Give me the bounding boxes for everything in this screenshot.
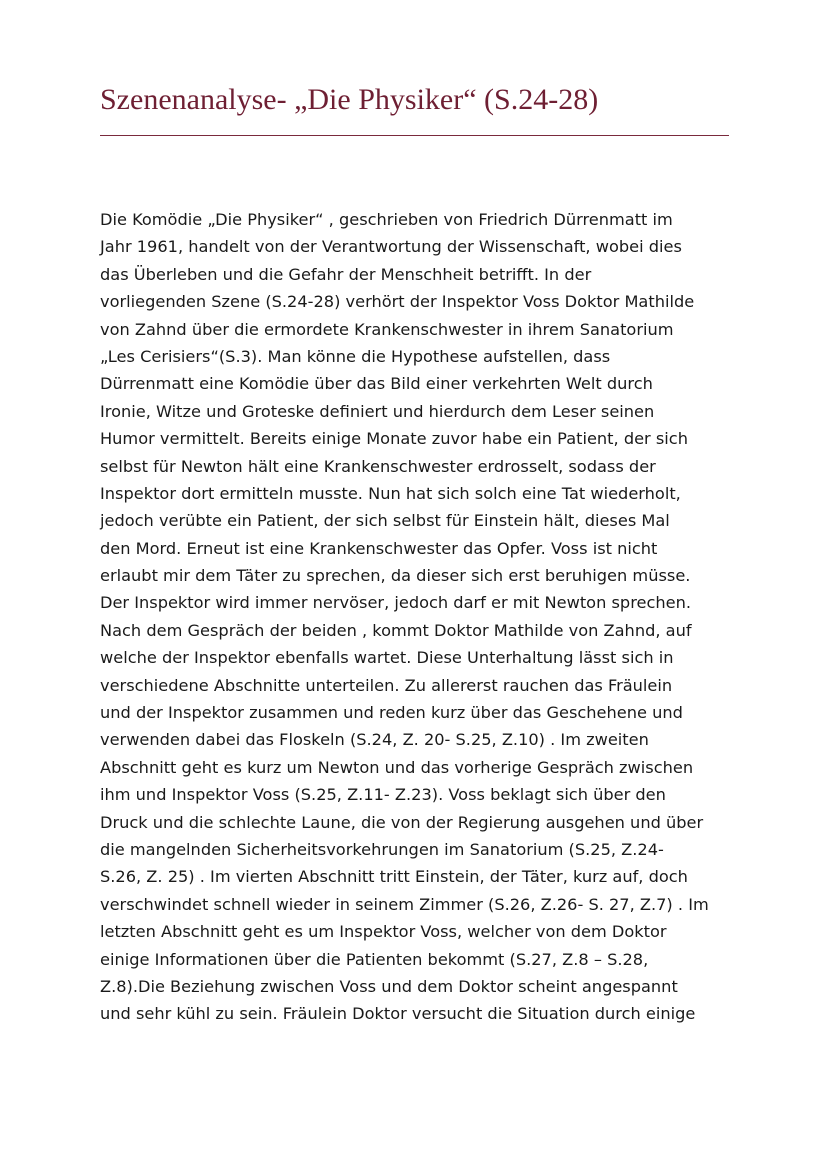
text-line: Der Inspektor wird immer nervöser, jedoch darf er mit Newton sprechen. <box>100 593 691 613</box>
body-paragraph <box>100 206 730 1028</box>
text-line: Die Komödie „Die Physiker“ , geschrieben von Friedrich Dürrenmatt im <box>100 210 673 229</box>
text-line: Druck und die schlechte Laune, die von der Regierung ausgehen und über <box>100 812 704 832</box>
text-line: erlaubt mir dem Täter zu sprechen, da dieser sich erst beruhigen müsse. <box>100 566 691 586</box>
text-line: von Zahnd über die ermordete Krankenschwester in ihrem Sanatorium <box>100 319 674 339</box>
text-line: S.26, Z. 25) . Im vierten Abschnitt tritt Einstein, der Täter, kurz auf, doch <box>100 867 688 887</box>
text-line: Nach dem Gespräch der beiden , kommt Doktor Mathilde von Zahnd, auf <box>100 620 692 640</box>
text-line: selbst für Newton hält eine Krankenschwester erdrosselt, sodass der <box>100 456 656 476</box>
page-title: Szenenanalyse- „Die Physiker“ (S.24-28) <box>100 83 599 116</box>
text-line: den Mord. Erneut ist eine Krankenschwester das Opfer. Voss ist nicht <box>100 538 658 558</box>
text-line: Humor vermittelt. Bereits einige Monate zuvor habe ein Patient, der sich <box>100 429 688 449</box>
text-line: und sehr kühl zu sein. Fräulein Doktor versucht die Situation durch einige <box>100 1004 696 1024</box>
text-line: Dürrenmatt eine Komödie über das Bild einer verkehrten Welt durch <box>100 374 653 394</box>
text-line: Jahr 1961, handelt von der Verantwortung der Wissenschaft, wobei dies <box>100 237 682 257</box>
text-line: Ironie, Witze und Groteske definiert und hierdurch dem Leser seinen <box>100 401 655 421</box>
text-line: und der Inspektor zusammen und reden kurz über das Geschehene und <box>100 703 683 723</box>
text-line: einige Informationen über die Patienten bekommt (S.27, Z.8 – S.28, <box>100 949 649 969</box>
text-line: verschwindet schnell wieder in seinem Zimmer (S.26, Z.26- S. 27, Z.7) . Im <box>100 894 709 914</box>
text-line: Inspektor dort ermitteln musste. Nun hat sich solch eine Tat wiederholt, <box>100 483 681 503</box>
text-line: Z.8).Die Beziehung zwischen Voss und dem Doktor scheint angespannt <box>100 976 678 996</box>
text-line: das Überleben und die Gefahr der Menschheit betrifft. In der <box>100 264 592 284</box>
text-line: vorliegenden Szene (S.24-28) verhört der Inspektor Voss Doktor Mathilde <box>100 292 695 312</box>
text-line: „Les Cerisiers“(S.3). Man könne die Hypothese aufstellen, dass <box>100 346 611 366</box>
text-line: ihm und Inspektor Voss (S.25, Z.11- Z.23). Voss beklagt sich über den <box>100 785 666 805</box>
text-line: welche der Inspektor ebenfalls wartet. Diese Unterhaltung lässt sich in <box>100 648 674 668</box>
text-line: verwenden dabei das Floskeln (S.24, Z. 20- S.25, Z.10) . Im zweiten <box>100 730 649 750</box>
title-divider <box>100 135 729 136</box>
text-line: die mangelnden Sicherheitsvorkehrungen im Sanatorium (S.25, Z.24- <box>100 839 664 859</box>
text-line: jedoch verübte ein Patient, der sich selbst für Einstein hält, dieses Mal <box>100 511 670 531</box>
text-line: verschiedene Abschnitte unterteilen. Zu allererst rauchen das Fräulein <box>100 675 673 695</box>
text-line: letzten Abschnitt geht es um Inspektor Voss, welcher von dem Doktor <box>100 922 667 942</box>
text-line: Abschnitt geht es kurz um Newton und das vorherige Gespräch zwischen <box>100 757 694 777</box>
